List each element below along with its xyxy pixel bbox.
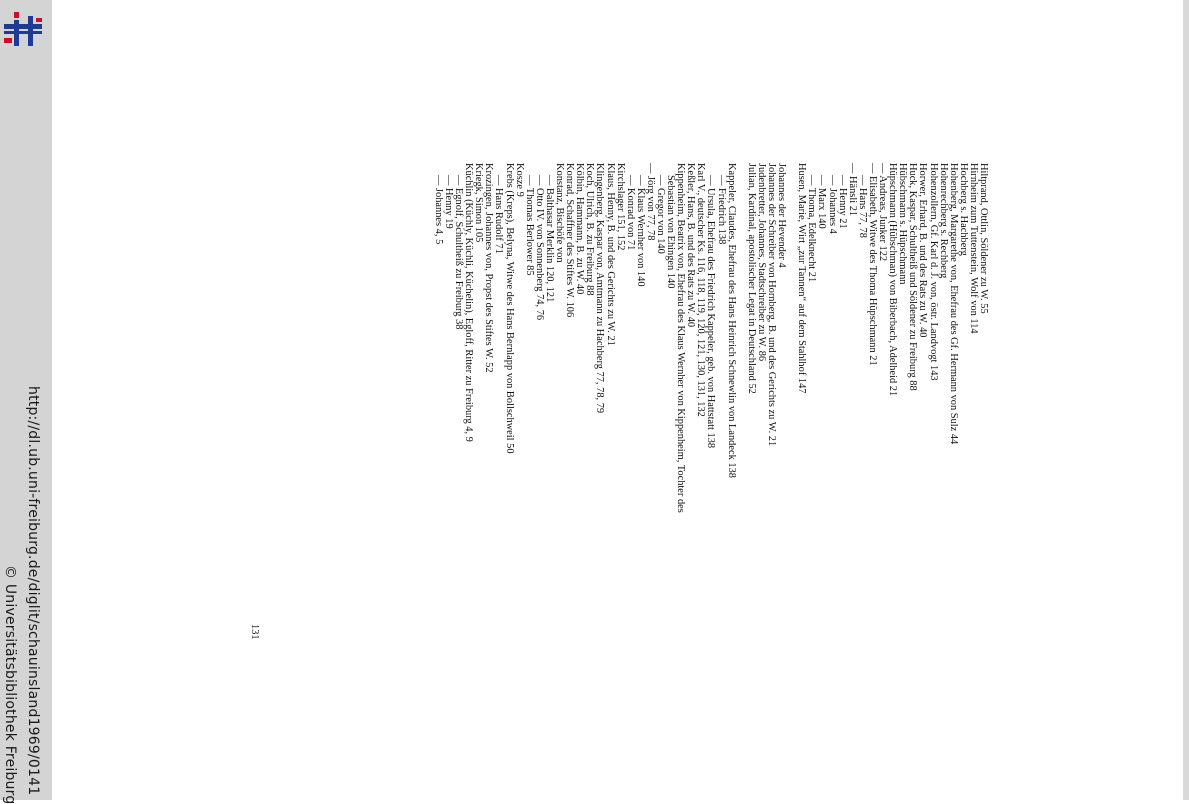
index-entry: Kölbin, Hammann, B. zu W. 40 [574,163,586,295]
index-entry: Koch, Ulrich, B. zu Freiburg 88 [584,163,596,296]
index-entry: — Thoma, Edelknecht 21 [806,175,818,283]
copyright-notice: © Universitätsbibliothek Freiburg [2,565,18,804]
index-entry: Hirnheim zum Tuttenstein, Wolf von 114 [967,163,979,334]
index-entry: Judenbretter, Johannes, Stadtschreiber zu W. 86 [755,163,767,362]
index-entry: Horwer, Erhard, B. und des Rats zu W. 40 [917,163,929,338]
index-entry: — Jörg von 77, 78 [644,163,656,241]
index-entry: Kirchslager 151, 152 [614,163,626,251]
source-url[interactable]: http://dl.ub.uni-freiburg.de/diglit/schauinsland1969/0141 [25,386,41,796]
index-entry: Konstanz, Bischöfe von [554,163,566,263]
index-entry: Hohenrechberg s. Rechberg [937,163,949,279]
index-entry: — Andreas, Junker 122 [877,163,889,262]
index-entry: Hiltprand, Ottlin, Söldener zu W. 55 [978,163,989,314]
index-entry: Küchlin (Küchly, Küchli, Küchelin), Egloff, Ritter zu Freiburg 4, 9 [463,163,475,442]
index-entry: Kappeler, Claudes, Ehefrau des Hans Heinrich Schnewlin von Landeck 138 [725,163,737,478]
index-entry: Hüpschmann (Hübschman) von Biberbach, Adelheid 21 [887,163,899,397]
index-entry: Klingenberg, Kaspar von, Amtmann zu Hachberg 77, 78, 79 [594,163,606,414]
index-entry: — Gregor von 140 [655,175,666,254]
index-entry: — Friedrich 138 [715,175,727,245]
index-entry: Krozingen, Johannes von, Propst des Stiftes W. 52 [483,163,495,373]
index-entry: — Johannes 4 [826,175,838,234]
index-entry: — Hans Rudolf 71 [493,175,505,254]
index-entry: — Henny 21 [836,175,848,229]
library-logo-icon [2,8,44,50]
index-entry: Kippenheim, Beatrix von, Ehefrau des Klaus Wernher von Kippenheim, Tochter des [675,163,687,513]
index-entry: — Klaus Wernher von 140 [634,175,646,287]
index-entry: — Hänsli 21 [846,163,858,217]
index-entry: — Balthasar Merklin 120, 121 [543,175,555,303]
index-entry: — Marx 140 [816,175,828,229]
index-entry: — Thomas Berlower 85 [523,175,535,276]
index-entry: Krebs (Kreps), Belyna, Witwe des Hans Bernlapp von Bollschweil 50 [503,163,515,454]
index-entry: Julian, Kardinal, apostolischer Legat in Deutschland 52 [745,163,757,394]
page-number: 131 [249,624,260,640]
index-entry: Husen, Marie, Wirt „zur Tannen“ auf dem Stahlhof 147 [796,163,808,394]
section-gap [736,163,746,683]
index-entry: Sebastian von Ehingen 140 [665,175,677,289]
index-entry: Kriegk, Simon 105 [473,163,485,243]
index-entry: Johannes der Hevender 4 [776,163,788,268]
section-gap [786,163,796,683]
index-entry: Hohenberg, Margarethe von, Ehefrau des Gf. Hermann von Sulz 44 [947,163,959,445]
index-entry: — Otto IV. von Sonnenberg 74, 76 [533,175,545,321]
index-entry: Karl V., deutscher Ks. 116, 118, 119, 120, 121, 130, 131, 132 [695,163,707,417]
index-entry: — Hans 77, 78 [856,175,868,238]
index-entry: Klaus, Henny, B. und des Gerichts zu W. 21 [604,163,616,346]
index-entry: — Ursula, Ehefrau des Friedrich Kappeler, geb. von Hattstatt 138 [705,175,717,449]
index-entry: — Henny 19 [443,175,455,229]
index-entry: Konrad, Schaffner des Stiftes W. 106 [564,163,576,318]
index-entry: Johannes der Schreiber von Hornberg, B. und des Gerichts zu W. 21 [766,163,778,447]
index-page-text [433,163,988,683]
index-entry: Hochberg s. Hachberg [957,163,969,256]
index-entry: — Egnolf, Schultheiß zu Freiburg 38 [453,175,465,330]
index-entry: Huck, Kaspar, Schultheiß und Söldener zu Freiburg 88 [907,163,919,391]
index-entry: Kosze 9 [513,163,525,197]
index-entry: — Elisabeth, Witwe des Thoma Hüpschmann 21 [866,163,878,366]
viewer-sidebar [0,0,52,804]
index-entry: — Johannes 4, 5 [432,175,444,245]
index-entry: Hübschmann s. Hüpschmann [897,163,909,285]
index-entry: — Konrad von 71 [624,175,636,251]
page-edge [1183,0,1189,800]
index-entry: Hohenzollern, Gf. Karl d. J. von, östr. Landvogt 143 [927,163,939,381]
index-entry: Keßler, Hans, B. und des Rats zu W. 40 [685,163,697,328]
